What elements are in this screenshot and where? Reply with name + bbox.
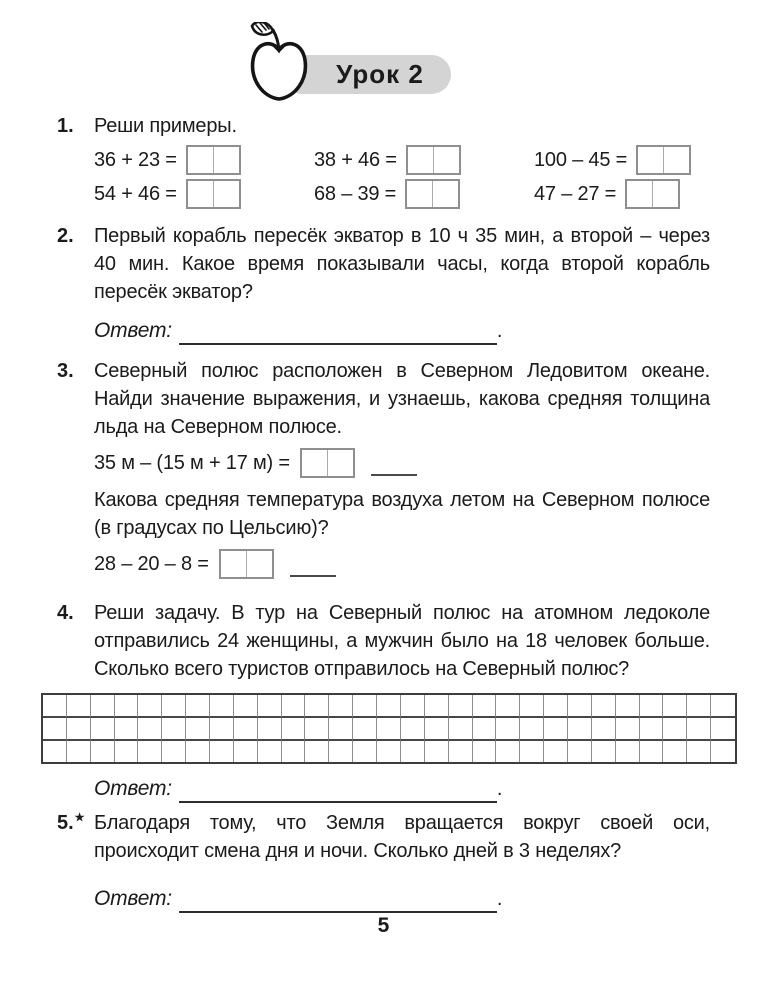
answer-box-cell: [213, 181, 239, 207]
grid-cell: [663, 695, 687, 718]
grid-cell: [329, 741, 353, 762]
exercise-title: Реши примеры.: [94, 115, 237, 137]
grid-cell: [305, 741, 329, 762]
answer-suffix: .: [496, 320, 503, 342]
grid-cell: [663, 741, 687, 762]
grid-cell: [711, 718, 735, 741]
grid-cell: [377, 695, 401, 718]
exercise-text-2: Какова средняя температура воздуха летом на Северном полюсе (в градусах по Цельсию)?: [94, 489, 710, 539]
grid-cell: [67, 718, 91, 741]
grid-cell: [91, 695, 115, 718]
grid-cell: [43, 718, 67, 741]
grid-cell: [91, 741, 115, 762]
grid-cell: [473, 718, 497, 741]
equation-expression: 28 – 20 – 8 =: [94, 553, 209, 575]
exercise-text: Первый корабль пересёк экватор в 10 ч 35 мин, а второй – через 40 мин. Какое время показывали часы, когда второй корабль пересёк экватор?: [94, 225, 710, 303]
problem: [314, 144, 534, 176]
answer-box-cell: [213, 147, 239, 173]
grid-cell: [640, 741, 664, 762]
answer-boxes: [186, 145, 241, 175]
grid-cell: [67, 741, 91, 762]
grid-cell: [640, 695, 664, 718]
problem: [94, 144, 314, 176]
grid-cell: [377, 741, 401, 762]
answer-label: Ответ:: [94, 887, 172, 910]
grid-cell: [258, 718, 282, 741]
grid-cell: [473, 695, 497, 718]
answer-boxes: [625, 179, 680, 209]
grid-cell: [353, 718, 377, 741]
problem: [94, 178, 314, 210]
grid-cell: [592, 741, 616, 762]
grid-cell: [401, 741, 425, 762]
exercise-text: Реши задачу. В тур на Северный полюс на атомном ледоколе отправились 24 женщины, а мужчин было на 18 человек больше. Сколько всего туристов отправилось на Северный полюс?: [94, 602, 710, 680]
lesson-title: Урок 2: [336, 59, 424, 89]
exercise-number: 5.★: [57, 809, 86, 834]
problem-expression: 47 – 27 =: [534, 183, 617, 205]
grid-cell: [282, 741, 306, 762]
answer-label: Ответ:: [94, 319, 172, 342]
grid-cell: [282, 695, 306, 718]
grid-cell: [640, 718, 664, 741]
problems-grid: [94, 144, 710, 210]
grid-cell: [473, 741, 497, 762]
problem-expression: 100 – 45 =: [534, 149, 628, 171]
grid-cell: [138, 695, 162, 718]
answer-boxes: [300, 448, 355, 478]
exercise-1: [57, 112, 710, 210]
grid-cell: [568, 718, 592, 741]
answer-box-cell: [246, 551, 272, 577]
grid-cell: [186, 695, 210, 718]
grid-cell: [520, 741, 544, 762]
work-grid: [41, 693, 737, 764]
grid-cell: [115, 741, 139, 762]
grid-cell: [520, 695, 544, 718]
answer-suffix: .: [496, 778, 503, 800]
grid-cell: [425, 718, 449, 741]
grid-cell: [425, 695, 449, 718]
answer-box-cell: [652, 181, 678, 207]
grid-cell: [138, 718, 162, 741]
grid-cell: [616, 718, 640, 741]
grid-cell: [67, 695, 91, 718]
grid-cell: [305, 695, 329, 718]
answer-boxes: [186, 179, 241, 209]
grid-cell: [449, 718, 473, 741]
answer-suffix: .: [496, 888, 503, 910]
grid-cell: [210, 718, 234, 741]
exercise-3: [57, 357, 710, 587]
equation-row: [94, 547, 710, 581]
grid-cell: [592, 718, 616, 741]
answer-box-cell: [327, 450, 353, 476]
page-number: 5: [377, 914, 390, 937]
grid-cell: [329, 718, 353, 741]
answer-box-cell: [188, 181, 213, 207]
answer-boxes: [405, 179, 460, 209]
problem-expression: 54 + 46 =: [94, 183, 177, 205]
grid-cell: [544, 695, 568, 718]
exercise-number: 3.: [57, 360, 74, 382]
answer-box-cell: [638, 147, 663, 173]
grid-cell: [353, 695, 377, 718]
grid-cell: [520, 718, 544, 741]
grid-cell: [496, 718, 520, 741]
exercise-number: 4.: [57, 602, 74, 624]
answer-line: [94, 883, 710, 913]
grid-cell: [210, 695, 234, 718]
answer-box-cell: [407, 181, 432, 207]
problem-expression: 68 – 39 =: [314, 183, 397, 205]
grid-cell: [544, 741, 568, 762]
answer-blank: [179, 779, 497, 803]
grid-cell: [162, 741, 186, 762]
exercise-5: [57, 809, 710, 913]
units-blank: [290, 551, 336, 577]
grid-cell: [258, 695, 282, 718]
answer-box-cell: [221, 551, 246, 577]
problem: [534, 144, 710, 176]
exercise-number: 2.: [57, 225, 74, 247]
grid-cell: [496, 741, 520, 762]
problem: [534, 178, 710, 210]
answer-box-cell: [188, 147, 213, 173]
problem: [314, 178, 534, 210]
answer-blank: [179, 889, 497, 913]
exercise-text: Северный полюс расположен в Северном Ледовитом океане. Найди значение выражения, и узнаешь, какова средняя толщина льда на Северном полюсе.: [94, 360, 710, 438]
grid-cell: [711, 695, 735, 718]
exercise-number: 1.: [57, 115, 74, 137]
answer-boxes: [406, 145, 461, 175]
apple-icon: [245, 22, 311, 104]
grid-cell: [43, 695, 67, 718]
grid-cell: [234, 718, 258, 741]
grid-cell: [496, 695, 520, 718]
exercise-list: [57, 112, 710, 913]
problem-expression: 38 + 46 =: [314, 149, 397, 171]
grid-cell: [162, 718, 186, 741]
grid-cell: [329, 695, 353, 718]
answer-blank: [179, 321, 497, 345]
grid-cell: [377, 718, 401, 741]
lesson-header: [245, 22, 505, 104]
answer-box-cell: [408, 147, 433, 173]
answer-label: Ответ:: [94, 777, 172, 800]
page-footer: [0, 914, 767, 938]
exercise-4: [57, 599, 710, 803]
grid-cell: [138, 741, 162, 762]
answer-box-cell: [432, 181, 458, 207]
grid-cell: [687, 741, 711, 762]
grid-cell: [43, 741, 67, 762]
grid-cell: [544, 718, 568, 741]
grid-cell: [592, 695, 616, 718]
answer-box-cell: [627, 181, 652, 207]
exercise-text: Благодаря тому, что Земля вращается вокруг своей оси, происходит смена дня и ночи. Сколько дней в 3 неделях?: [94, 812, 710, 862]
grid-cell: [234, 695, 258, 718]
problem-expression: 36 + 23 =: [94, 149, 177, 171]
grid-cell: [687, 695, 711, 718]
grid-cell: [234, 741, 258, 762]
grid-cell: [449, 695, 473, 718]
answer-boxes: [219, 549, 274, 579]
grid-cell: [616, 695, 640, 718]
answer-line: [94, 315, 710, 345]
grid-cell: [401, 695, 425, 718]
answer-box-cell: [663, 147, 689, 173]
grid-cell: [568, 695, 592, 718]
grid-cell: [663, 718, 687, 741]
equation-expression: 35 м – (15 м + 17 м) =: [94, 452, 290, 474]
grid-cell: [401, 718, 425, 741]
units-blank: [371, 450, 417, 476]
grid-cell: [115, 718, 139, 741]
grid-cell: [162, 695, 186, 718]
grid-cell: [305, 718, 329, 741]
answer-line: [94, 773, 710, 803]
equation-row: [94, 446, 710, 480]
grid-cell: [186, 718, 210, 741]
answer-box-cell: [433, 147, 459, 173]
grid-cell: [449, 741, 473, 762]
grid-cell: [258, 741, 282, 762]
grid-cell: [91, 718, 115, 741]
grid-cell: [425, 741, 449, 762]
grid-cell: [210, 741, 234, 762]
exercise-2: [57, 222, 710, 345]
grid-cell: [353, 741, 377, 762]
answer-box-cell: [302, 450, 327, 476]
grid-cell: [711, 741, 735, 762]
answer-boxes: [636, 145, 691, 175]
grid-cell: [282, 718, 306, 741]
grid-cell: [568, 741, 592, 762]
grid-cell: [616, 741, 640, 762]
grid-cell: [687, 718, 711, 741]
grid-cell: [186, 741, 210, 762]
star-icon: ★: [73, 809, 86, 825]
grid-cell: [115, 695, 139, 718]
